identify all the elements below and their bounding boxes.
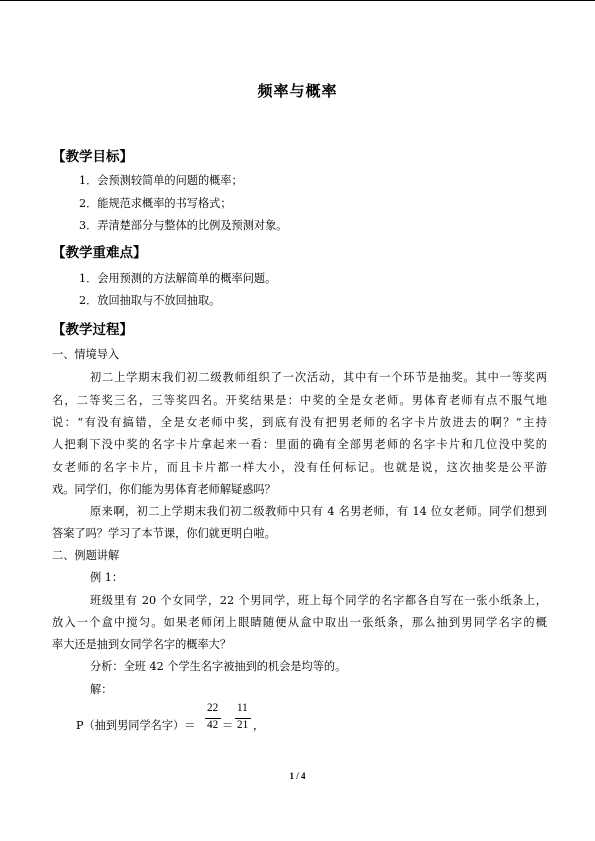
fraction-1-denominator: 42 [207,719,219,731]
answer-paragraph-line: 原来啊，初二上学期末我们初二级教师中只有 4 名男老师，有 14 位女老师。同学们想到 [90,505,547,518]
intro-paragraph-line: 名，二等奖三名，三等奖四名。开奖结果是：中奖的全是女老师。男体育老师有点不服气地 [52,394,547,407]
part2-heading: 二、例题讲解 [52,549,120,562]
example-text-line: 班级里有 20 个女同学，22 个男同学，班上每个同学的名字都各自写在一张小纸条上， [90,594,547,607]
example-text-line: 率大还是抽到女同学名字的概率大？ [52,638,232,651]
fraction-1-numerator: 22 [207,702,219,714]
example-text-line: 放入一个盒中搅匀。如果老师闭上眼睛随便从盒中取出一张纸条，那么抽到男同学名字的概 [52,616,547,629]
process-heading: 【教学过程】 [52,322,133,338]
key-point-item-2: 2．放回抽取与不放回抽取。 [79,294,221,307]
goal-item-1: 1．会预测较简单的问题的概率； [79,174,243,187]
formula-lhs: P（抽到男同学名字）＝ [76,719,196,732]
intro-paragraph-line: 说：“有没有搞错，全是女老师中奖，到底有没有把男老师的名字卡片放进去的啊？”主持 [52,416,547,429]
top-rule [0,0,595,1]
goal-item-3: 3．弄清楚部分与整体的比例及预测对象。 [79,219,288,232]
intro-paragraph-line: 女老师的名字卡片，而且卡片都一样大小，没有任何标记。也就是说，这次抽奖是公平游 [52,461,547,474]
key-points-heading: 【教学重难点】 [52,245,147,261]
fraction-2-denominator: 21 [237,719,249,731]
fraction-2-numerator: 11 [237,702,248,714]
formula-tail: ， [253,719,265,732]
solution-label: 解： [90,683,113,696]
intro-paragraph-line: 初二上学期末我们初二级教师组织了一次活动，其中有一个环节是抽奖。其中一等奖两 [90,371,547,384]
part1-heading: 一、情境导入 [52,348,120,361]
goal-item-2: 2．能规范求概率的书写格式； [79,197,232,210]
intro-paragraph-line: 人把剩下没中奖的名字卡片拿起来一看：里面的确有全部男老师的名字卡片和几位没中奖的 [52,438,547,451]
page-title: 频率与概率 [257,82,338,100]
page-number: 1 / 4 [289,771,306,781]
answer-paragraph-line: 答案了吗？学习了本节课，你们就更明白啦。 [52,527,276,540]
analysis-text: 分析：全班 42 个学生名字被抽到的机会是均等的。 [90,660,347,673]
intro-paragraph-line: 戏。同学们，你们能为男体育老师解疑惑吗？ [52,483,276,496]
formula-equals: ＝ [222,719,234,732]
example-label: 例 1： [90,571,124,584]
key-point-item-1: 1．会用预测的方法解简单的概率问题。 [79,272,277,285]
goals-heading: 【教学目标】 [52,149,133,165]
